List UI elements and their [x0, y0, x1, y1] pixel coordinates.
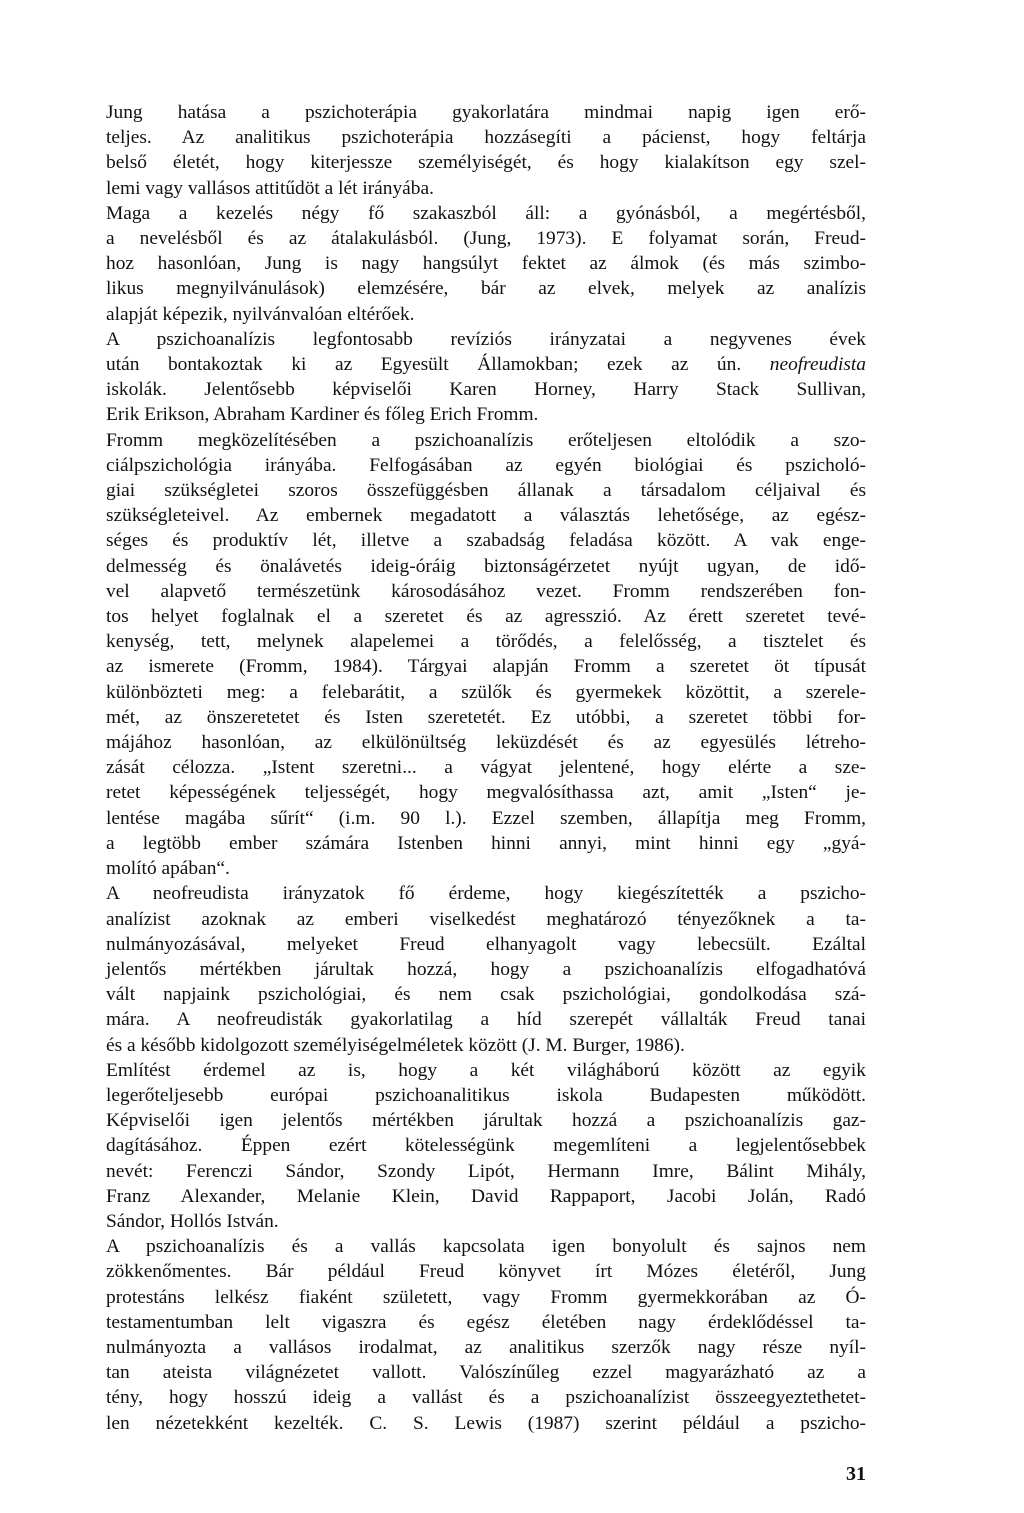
text-line: a nevelésből és az átalakulásból. (Jung, 1973). E folyamat során, Freud- [106, 228, 866, 250]
text-line: likus megnyilvánulások) elemzésére, bár az elvek, melyek az analízis [106, 278, 866, 300]
italic-term: neofreudista [769, 354, 866, 376]
text-line: teljes. Az analitikus pszichoterápia hozzásegíti a pácienst, hogy feltárja [106, 127, 866, 149]
text-line: vel alapvető természetünk károsodásához vezet. Fromm rendszerében fon- [106, 580, 866, 602]
text-line: nevét: Ferenczi Sándor, Szondy Lipót, Hermann Imre, Bálint Mihály, [106, 1160, 866, 1182]
text-line: szükségleteivel. Az embernek megadatott a választás lehetősége, az egész- [106, 505, 866, 527]
text-line: séges és produktív lét, illetve a szabadság feladása között. A vak enge- [106, 530, 866, 552]
text-line: A neofreudista irányzatok fő érdeme, hogy kiegészítették a pszicho- [106, 883, 866, 905]
text-line: tan ateista világnézetet vallott. Valószínűleg ezzel magyarázható az a [106, 1362, 866, 1384]
paragraph [106, 100, 866, 201]
text-line: vált napjaink pszichológiai, és nem csak pszichológiai, gondolkodása szá- [106, 984, 866, 1006]
paragraph [106, 1058, 866, 1234]
text-line: kenység, tett, melynek alapelemei a törődés, a felelősség, a tisztelet és [106, 631, 866, 653]
text-line: az ismerete (Fromm, 1984). Tárgyai alapján Fromm a szeretet öt típusát [106, 656, 866, 678]
text-line: delmesség és önalávetés ideig-óráig biztonságérzetet nyújt ugyan, de idő- [106, 555, 866, 577]
text-line: Fromm megközelítésében a pszichoanalízis erőteljesen eltolódik a szo- [106, 429, 866, 451]
text-line: analízist azoknak az emberi viselkedést meghatározó tényezőknek a ta- [106, 908, 866, 930]
text-line: zökkenőmentes. Bár például Freud könyvet írt Mózes életéről, Jung [106, 1261, 866, 1283]
paragraph [106, 1234, 866, 1436]
paragraph [106, 881, 866, 1057]
text-line: Képviselői igen jelentős mértékben járultak hozzá a pszichoanalízis gaz- [106, 1110, 866, 1132]
text-line: lentése magába sűrít“ (i.m. 90 l.). Ezzel szemben, állapítja meg Fromm, [106, 807, 866, 829]
text-line: A pszichoanalízis és a vallás kapcsolata igen bonyolult és sajnos nem [106, 1236, 866, 1258]
text-line: mét, az önszeretetet és Isten szeretetét. Ez utóbbi, a szeretet többi for- [106, 706, 866, 728]
text-line: belső életét, hogy kiterjessze személyiségét, és hogy kialakítson egy szel- [106, 152, 866, 174]
text-line: retet képességének teljességét, hogy megvalósíthassa azt, amit „Isten“ je- [106, 782, 866, 804]
text-line: protestáns lelkész fiaként született, vagy Fromm gyermekkorában az Ó- [106, 1286, 866, 1308]
text-line: mára. A neofreudisták gyakorlatilag a híd szerepét vállalták Freud tanai [106, 1009, 866, 1031]
text-line: iskolák. Jelentősebb képviselői Karen Horney, Harry Stack Sullivan, [106, 379, 866, 401]
text-line: tény, hogy hosszú ideig a vallást és a pszichoanalízist összeegyeztethetet- [106, 1387, 866, 1409]
page-number: 31 [846, 1463, 866, 1485]
text-line: Említést érdemel az is, hogy a két világháború között az egyik [106, 1059, 866, 1081]
text-line: dagításához. Éppen ezért kötelességünk megemlíteni a legjelentősebbek [106, 1135, 866, 1157]
text-line: májához hasonlóan, az elkülönültség leküzdését és az egyesülés létreho- [106, 732, 866, 754]
text-line: nulmányozásával, melyeket Freud elhanyagolt vagy lebecsült. Ezáltal [106, 933, 866, 955]
text-line: ciálpszichológia irányába. Felfogásában az egyén biológiai és pszicholó- [106, 454, 866, 476]
page-body [106, 100, 866, 1436]
text-line: Jung hatása a pszichoterápia gyakorlatára mindmai napig igen erő- [106, 102, 866, 123]
text-line: Maga a kezelés négy fő szakaszból áll: a gyónásból, a megértésből, [106, 202, 866, 224]
text-line: Sándor, Hollós István. [106, 1210, 279, 1232]
text-line: giai szükségletei szoros összefüggésben állanak a társadalom céljaival és [106, 480, 866, 502]
text-line: a legtöbb ember számára Istenben hinni annyi, mint hinni egy „gyá- [106, 832, 866, 854]
text-line: lemi vagy vallásos attitűdöt a lét irányába. [106, 177, 434, 199]
text-line: tos helyet foglalnak el a szeretet és az agresszió. Az érett szeretet tevé- [106, 606, 866, 628]
text-line: után bontakoztak ki az Egyesült Államokban; ezek az ún. neofreudista [106, 354, 866, 376]
text-line: A pszichoanalízis legfontosabb revíziós irányzatai a negyvenes évek [106, 328, 866, 350]
text-line: Franz Alexander, Melanie Klein, David Rappaport, Jacobi Jolán, Radó [106, 1185, 866, 1207]
text-line: legerőteljesebb európai pszichoanalitikus iskola Budapesten működött. [106, 1084, 866, 1106]
text-line: és a később kidolgozott személyiségelméletek között (J. M. Burger, 1986). [106, 1034, 685, 1056]
text-line: jelentős mértékben járultak hozzá, hogy a pszichoanalízis elfogadhatóvá [106, 958, 866, 980]
text-line: zását célozza. „Istent szeretni... a vágyat jelentené, hogy elérte a sze- [106, 757, 866, 779]
text-line: nulmányozta a vallásos irodalmat, az analitikus szerzők nagy része nyíl- [106, 1336, 866, 1358]
text-line: alapját képezik, nyilvánvalóan eltérőek. [106, 303, 415, 325]
paragraph [106, 201, 866, 327]
text-line: testamentumban lelt vigaszra és egész életében nagy érdeklődéssel ta- [106, 1311, 866, 1333]
text-line: molító apában“. [106, 858, 230, 880]
text-line: különbözteti meg: a felebarátit, a szülők és gyermekek közöttit, a szerele- [106, 681, 866, 703]
paragraph [106, 327, 866, 428]
paragraph [106, 428, 866, 882]
text-line: len nézetekként kezelték. C. S. Lewis (1987) szerint például a pszicho- [106, 1412, 866, 1434]
text-line: hoz hasonlóan, Jung is nagy hangsúlyt fektet az álmok (és más szimbo- [106, 253, 866, 275]
text-line: Erik Erikson, Abraham Kardiner és főleg Erich Fromm. [106, 404, 539, 426]
